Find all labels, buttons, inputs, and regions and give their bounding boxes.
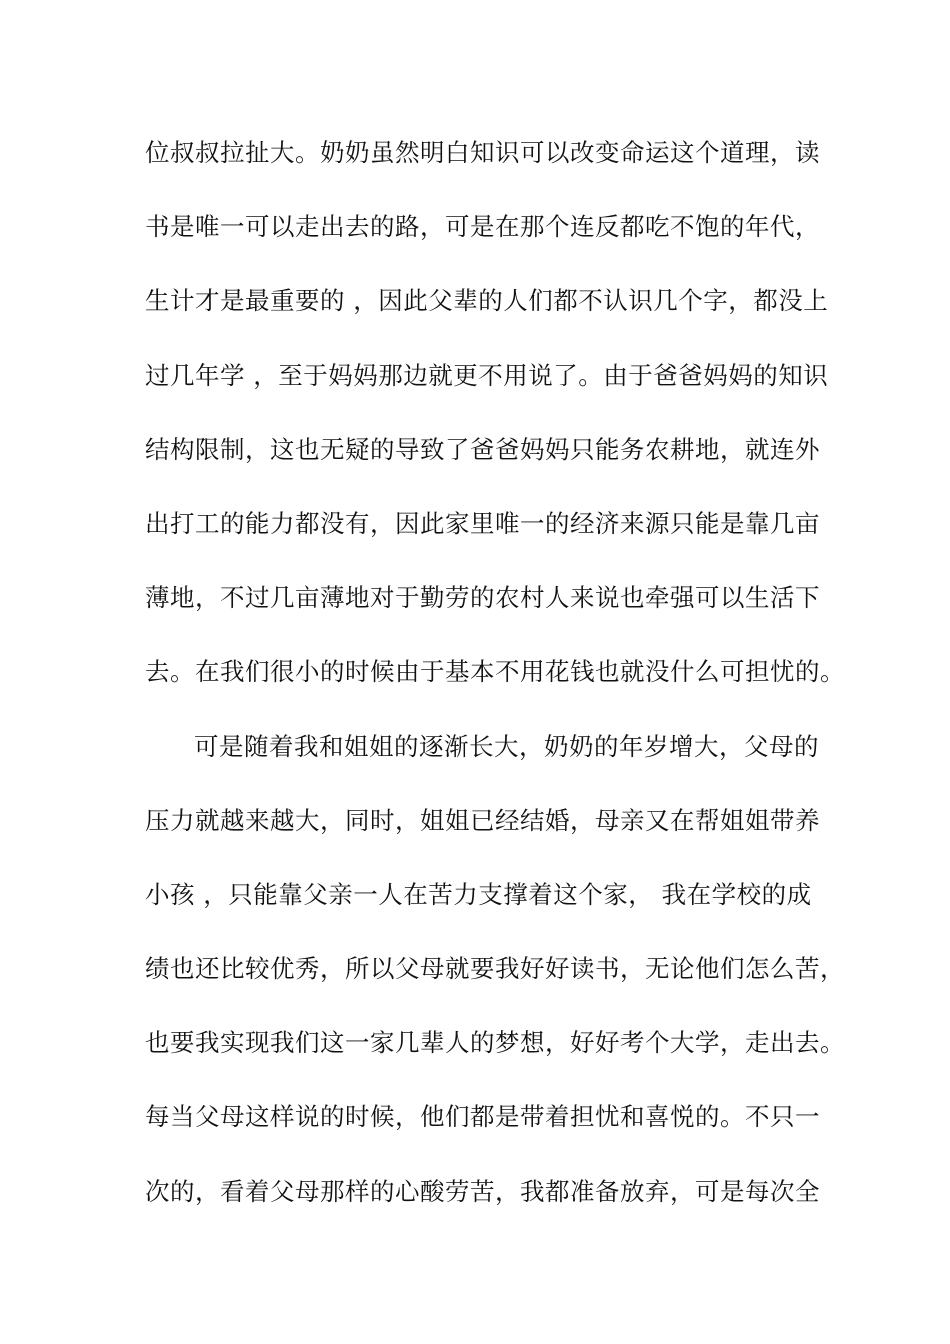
paragraph-start-line: 可是随着我和姐姐的逐渐长大，奶奶的年岁增大，父母的 [194, 731, 819, 761]
text-line: 位叔叔拉扯大。奶奶虽然明白知识可以改变命运这个道理，读 [145, 138, 820, 167]
text-line: 去。在我们很小的时候由于基本不用花钱也就没什么可担忧的。 [145, 657, 845, 687]
text-line: 薄地，不过几亩薄地对于勤劳的农村人来说也牵强可以生活下 [145, 583, 820, 613]
text-line: 也要我实现我们这一家几辈人的梦想，好好考个大学，走出去。 [145, 1028, 845, 1058]
text-line: 每当父母这样说的时候，他们都是带着担忧和喜悦的。不只一 [145, 1102, 820, 1132]
text-line: 次的，看着父母那样的心酸劳苦，我都准备放弃，可是每次全 [145, 1176, 820, 1206]
text-line: 过几年学 ，至于妈妈那边就更不用说了。由于爸爸妈妈的知识 [145, 360, 829, 390]
text-line: 小孩 ，只能靠父亲一人在苦力支撑着这个家， 我在学校的成 [145, 879, 812, 909]
text-line: 绩也还比较优秀，所以父母就要我好好读书，无论他们怎么苦， [145, 954, 845, 984]
body-text [145, 131, 845, 1244]
text-line: 压力就越来越大，同时，姐姐已经结婚，母亲又在帮姐姐带养 [145, 805, 820, 835]
text-line: 生计才是最重要的 ，因此父辈的人们都不认识几个字，都没上 [145, 286, 829, 316]
text-line: 结构限制，这也无疑的导致了爸爸妈妈只能务农耕地，就连外 [145, 434, 820, 464]
text-line: 书是唯一可以走出去的路，可是在那个连反都吃不饱的年代， [145, 212, 820, 242]
text-line: 出打工的能力都没有，因此家里唯一的经济来源只能是靠几亩 [145, 508, 820, 538]
